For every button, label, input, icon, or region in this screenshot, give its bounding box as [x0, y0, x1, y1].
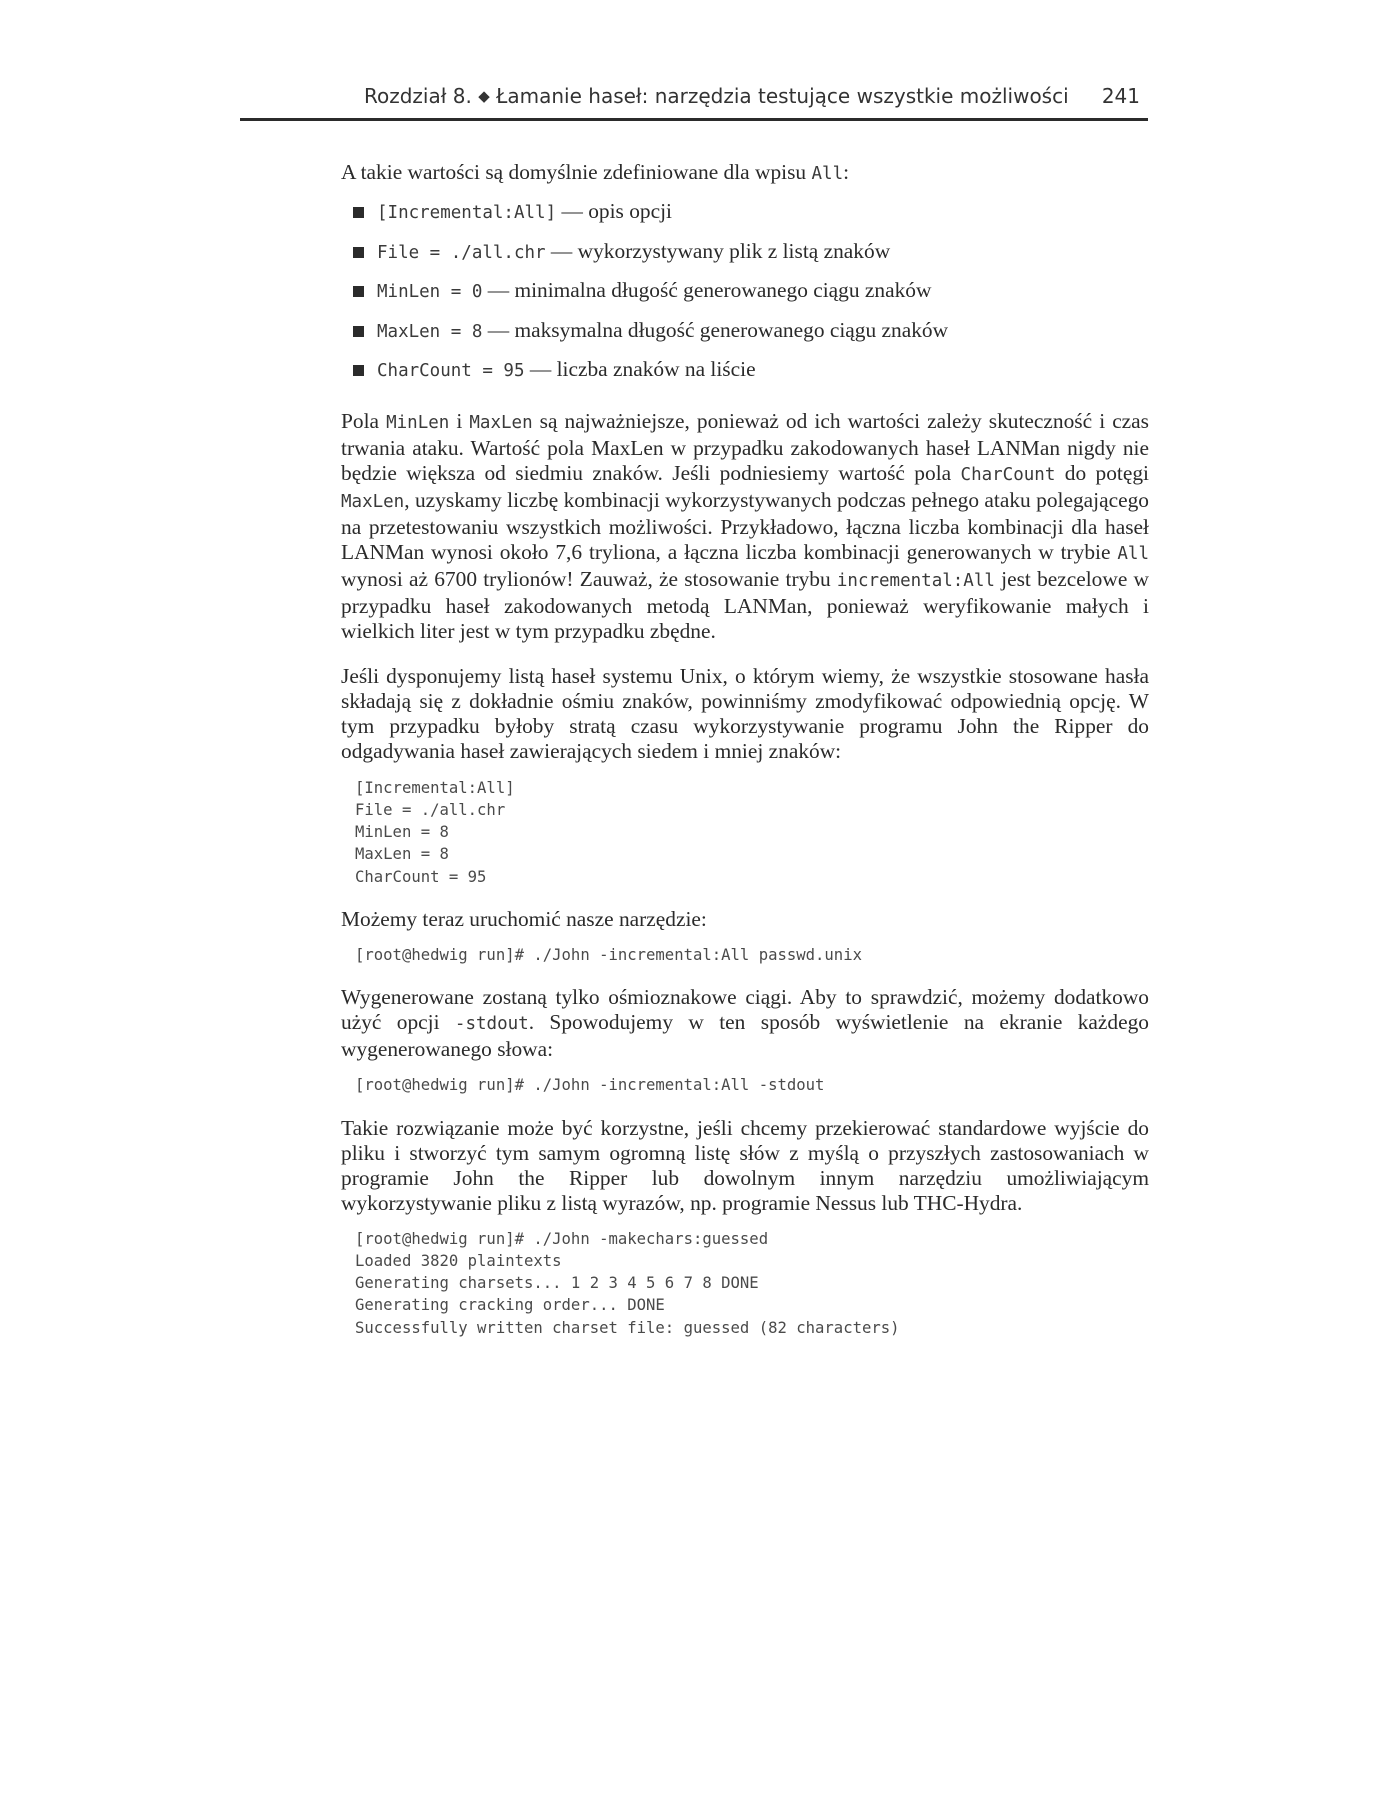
list-item	[353, 239, 1149, 279]
option-code: MinLen = 0	[377, 282, 483, 302]
option-code: [Incremental:All]	[377, 203, 557, 223]
inline-code: All	[811, 164, 844, 184]
inline-code: -stdout	[454, 1014, 529, 1035]
paragraph-unix: Jeśli dysponujemy listą haseł systemu Unix, o którym wiemy, że wszystkie stosowane hasła składają się z dokładnie ośmiu znaków, powinniśmy zmodyfikować odpowiednią opcję. W tym przypadku byłoby stratą czasu wykorzystywanie programu John the Ripper do odgadywania haseł zawierających siedem i mniej znaków:	[341, 663, 1149, 763]
running-header	[240, 82, 1148, 121]
bullet-icon	[353, 207, 364, 218]
bullet-icon	[353, 247, 364, 258]
bullet-icon	[353, 365, 364, 376]
option-code: CharCount = 95	[377, 361, 525, 381]
paragraph-fields: Pola MinLen i MaxLen są najważniejsze, ponieważ od ich wartości zależy skuteczność i czas trwania ataku. Wartość pola MaxLen w przypadku zakodowanych haseł LANMan nigdy nie będzie większa od siedmiu znaków. Jeśli podniesiemy wartość pola CharCount do potęgi MaxLen, uzyskamy liczbę kombinacji wykorzystywanych podczas pełnego ataku polegającego na przetestowaniu wszystkich możliwości. Przykładowo, łączna liczba kombinacji dla haseł LANMan wynosi około 7,6 tryliona, a łączna liczba kombinacji generowanych w trybie All wynosi aż 6700 trylionów! Zauważ, że stosowanie trybu incremental:All jest bezcelowe w przypadku haseł zakodowanych metodą LANMan, ponieważ weryfikowanie małych i wielkich liter jest w tym przypadku zbędne.	[341, 408, 1149, 643]
option-desc: — liczba znaków na liście	[524, 357, 756, 381]
code-block-stdout: [root@hedwig run]# ./John -incremental:All -stdout	[355, 1076, 825, 1095]
page-body	[341, 160, 1149, 1339]
option-code: MaxLen = 8	[377, 321, 483, 342]
option-desc: — opis opcji	[556, 199, 672, 223]
paragraph-redirect: Takie rozwiązanie może być korzystne, jeśli chcemy przekierować standardowe wyjście do pliku i stworzyć tym samym ogromną listę słów z myślą o przyszłych zastosowaniach w programie John the Ripper lub dowolnym innym narzędziu umożliwiającym wykorzystywanie pliku z listą wyrazów, np. programie Nessus lub THC-Hydra.	[341, 1115, 1149, 1215]
list-item	[353, 318, 1149, 358]
bullet-icon	[353, 286, 364, 297]
bullet-icon	[353, 326, 364, 337]
paragraph-stdout: Wygenerowane zostaną tylko ośmioznakowe ciągi. Aby to sprawdzić, możemy dodatkowo użyć opcji -stdout. Spowodujemy w ten sposób wyświetlenie na ekranie każdego wygenerowanego słowa:	[341, 985, 1149, 1062]
options-list	[353, 199, 1149, 397]
paragraph-run: Możemy teraz uruchomić nasze narzędzie:	[341, 906, 707, 931]
code-block-config: [Incremental:All] File = ./all.chr MinLen = 8 MaxLen = 8 CharCount = 95	[355, 778, 515, 886]
chapter-label: Rozdział 8.	[364, 84, 472, 108]
option-code: File = ./all.chr	[377, 242, 546, 263]
option-desc: — maksymalna długość generowanego ciągu znaków	[482, 317, 949, 342]
list-item	[353, 199, 1149, 239]
option-desc: — wykorzystywany plik z listą znaków	[545, 238, 891, 263]
diamond-icon: ◆	[478, 87, 490, 105]
header-title	[364, 84, 1069, 108]
inline-code: MinLen	[386, 412, 450, 433]
inline-code: incremental:All	[836, 570, 995, 591]
inline-code: CharCount	[960, 464, 1056, 485]
option-desc: — minimalna długość generowanego ciągu znaków	[482, 278, 932, 302]
intro-paragraph: A takie wartości są domyślnie zdefiniowane dla wpisu All:	[341, 160, 850, 184]
list-item	[353, 357, 1149, 397]
code-block-makechars: [root@hedwig run]# ./John -makechars:guessed Loaded 3820 plaintexts Generating charsets... 1 2 3 4 5 6 7 8 DONE Generating cracking order... DONE Successfully written charset file: guessed (82 characters)	[355, 1229, 900, 1337]
list-item	[353, 278, 1149, 318]
code-block-run: [root@hedwig run]# ./John -incremental:All passwd.unix	[355, 945, 862, 964]
page-number: 241	[1101, 84, 1140, 108]
inline-code: All	[1117, 543, 1149, 564]
inline-code: MaxLen	[341, 491, 405, 512]
inline-code: MaxLen	[469, 412, 533, 433]
chapter-title: Łamanie haseł: narzędzia testujące wszystkie możliwości	[496, 84, 1069, 108]
